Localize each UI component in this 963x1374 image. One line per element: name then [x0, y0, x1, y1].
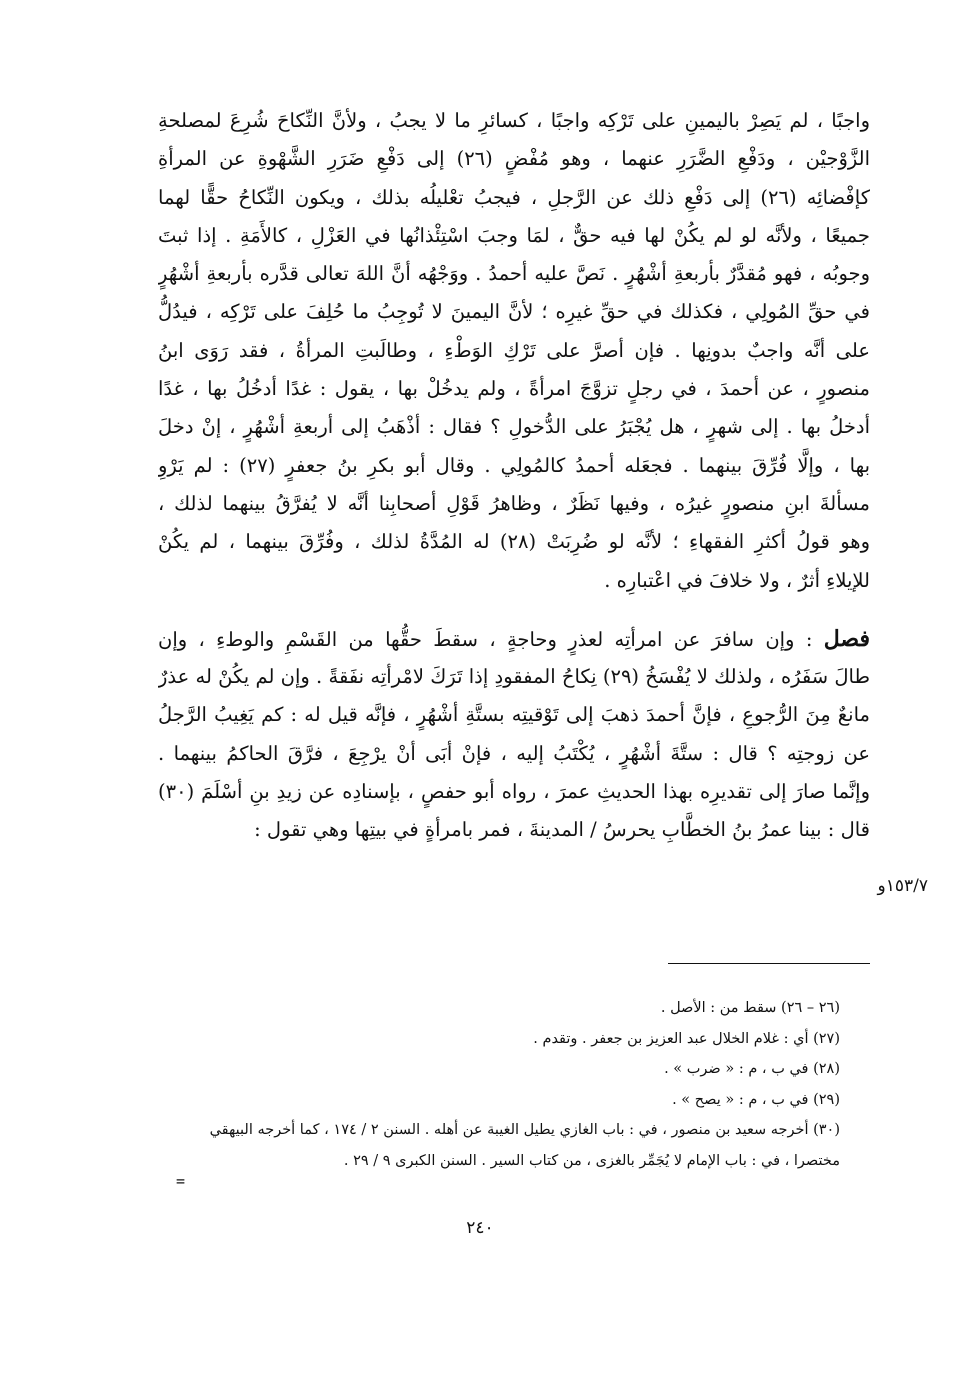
text-line: وإنَّما صارَ إلى تقديرِه بهذا الحديثِ عمرَ ، رواه أبو حفصٍ ، بإسنادِه عن زيدِ بنِ أسْلَمَ (٣٠) — [158, 780, 870, 804]
text-line: كإفْضائِه (٢٦) إلى دَفْعِ ذلك عن الرَّجلِ ، فيجبُ تعْليلُه بذلك ، ويكون النِّكاحُ حقًّا لهما — [158, 185, 870, 209]
footnote: (٣٠) أخرجه سعيد بن منصور ، في : باب الغازي يطيل الغيبة عن أهله . السنن ٢ / ١٧٤ ، كما أخرجه البيهقي — [209, 1122, 840, 1138]
fasl-first-line — [158, 620, 870, 658]
fasl-line-text: : وإن سافرَ عن امرأتِه لعذرٍ وحاجةٍ ، سقطَ حقُّها من القَسْمِ والوطءِ ، وإن — [158, 627, 824, 651]
paragraph-gap — [158, 600, 870, 620]
fasl-heading: فصل — [823, 625, 870, 652]
margin-page-reference: ١٥٣/٧و — [877, 876, 928, 896]
text-line: وهو قولُ أكثرِ الفقهاءِ ؛ لأنَّه لو ضُرِبَتْ (٢٨) له المُدَّةُ لذلك ، وفُرِّقَ بينهما ، لم يكُنْ — [158, 530, 870, 554]
page-number: ٢٤٠ — [466, 1218, 494, 1238]
footnote-continuation: مختصرا ، في : باب الإمام لا يُجَمِّر بالغزى ، من كتاب السير . السنن الكبرى ٩ / ٢٩ . — [343, 1152, 840, 1169]
footnote: (٢٨) في ب ، م : « ضرب » . — [664, 1061, 840, 1077]
footnote: (٢٦ – ٢٦) سقط من : الأصل . — [660, 1000, 840, 1016]
main-text — [158, 102, 870, 850]
text-line: بها ، وإلَّا فُرِّقَ بينهما . فجعَله أحمدُ كالمُولِي . وقال أبو بكرِ بنُ جعفرٍ (٢٧) : لم يَرْوِ — [158, 453, 870, 477]
text-line: للإيلاءِ أثرٌ ، ولا خلافَ في اعْتبارِه . — [604, 568, 870, 592]
text-line: جميعًا ، ولأنَّه لو لم يكُنْ لها فيه حقٌّ ، لمَا وجبَ اسْتِئْذانُها في العَزْلِ ، كالأَمَةِ . إذا ثبتَ — [158, 223, 870, 247]
text-line: عن زوجتِه ؟ قال : ستَّةَ أشْهُرٍ ، يُكْتَبُ إليه ، فإنْ أبَى أنْ يرْجِعَ ، فرَّقَ الحاكمُ بينهما . — [158, 741, 870, 765]
text-line: واجبًا ، لم يَصِرْ باليمينِ على تَرْكِه واجبًا ، كسائرِ ما لا يجبُ ، ولأنَّ النِّكاحَ شُرِعَ لمصلحةِ — [158, 109, 870, 132]
footnote: (٢٩) في ب ، م : « يصح » . — [672, 1091, 840, 1108]
text-line: منصورٍ ، عن أحمدَ ، في رجلٍ تزوَّجَ امرأةً ، ولم يدخُلْ بها ، يقول : غدًا أدخُلُ بها ، غدًا — [158, 377, 870, 401]
text-line: الزَّوْجيْن ، ودَفْعِ الضَّرَرِ عنهما ، وهو مُفْضٍ (٢٦) إلى دَفْعِ ضَرَرِ الشَّهْوةِ عن المرأةِ — [158, 147, 870, 171]
footnotes — [150, 993, 840, 1176]
text-line: في حقِّ المُولِي ، فكذلك في حقِّ غيرِه ؛ لأنَّ اليمينَ لا تُوجِبُ ما حُلِفَ على تَرْكِه ، فيدُلُّ — [158, 300, 870, 324]
text-line: قال : بينا عمرُ بنُ الخطَّابِ يحرسُ / المدينةَ ، فمر بامرأةٍ في بيتِها وهي تقول : — [254, 818, 870, 842]
text-line: مسألةَ ابنِ منصورٍ غيرُه ، وفيها نَظَرٌ ، وظاهرُ قَوْلِ أصحابِنا أنَّه لا يُفرَّقُ بينهما لذلك ، — [158, 491, 870, 515]
continuation-mark: = — [176, 1172, 186, 1190]
footnote-divider — [668, 963, 870, 964]
text-line: أدخلُ بها . إلى شهرٍ ، هل يُجْبَرُ على الدُّخولِ ؟ فقال : أذْهَبُ إلى أربعةِ أشْهُرٍ ، إنْ دخلَ — [158, 415, 870, 439]
text-line: مانعٌ مِنَ الرُّجوعِ ، فإنَّ أحمدَ ذهبَ إلى تَوْقيتِه بستَّةِ أشْهُرٍ ، فإنَّه قيل له : كم يَغِيبُ الرَّجلُ — [158, 703, 870, 727]
footnote: (٢٧) أي : غلام الخلال عبد العزيز بن جعفر . وتقدم . — [533, 1030, 840, 1047]
text-line: طالَ سَفَرُه ، ولذلك لا يُفْسَخُ (٢٩) نِكاحُ المفقودِ إذا تَرَكَ لامْرأتِه نفَقةً . وإن لم يكُنْ له عذرٌ — [158, 665, 870, 689]
text-line: وجوبُه ، فهو مُقدَّرٌ بأربعةِ أشْهُرٍ . نَصَّ عليه أحمدُ . ووَجْهُه أنَّ اللهَ تعالى قدَّره بأربعةِ أشْهُرٍ — [158, 262, 870, 286]
text-line: على أنَّه واجبٌ بدونِها . فإن أصرَّ على تَرْكِ الوَطْءِ ، وطالَبتِ المرأةُ ، فقد رَوَى ابنُ — [158, 338, 870, 362]
